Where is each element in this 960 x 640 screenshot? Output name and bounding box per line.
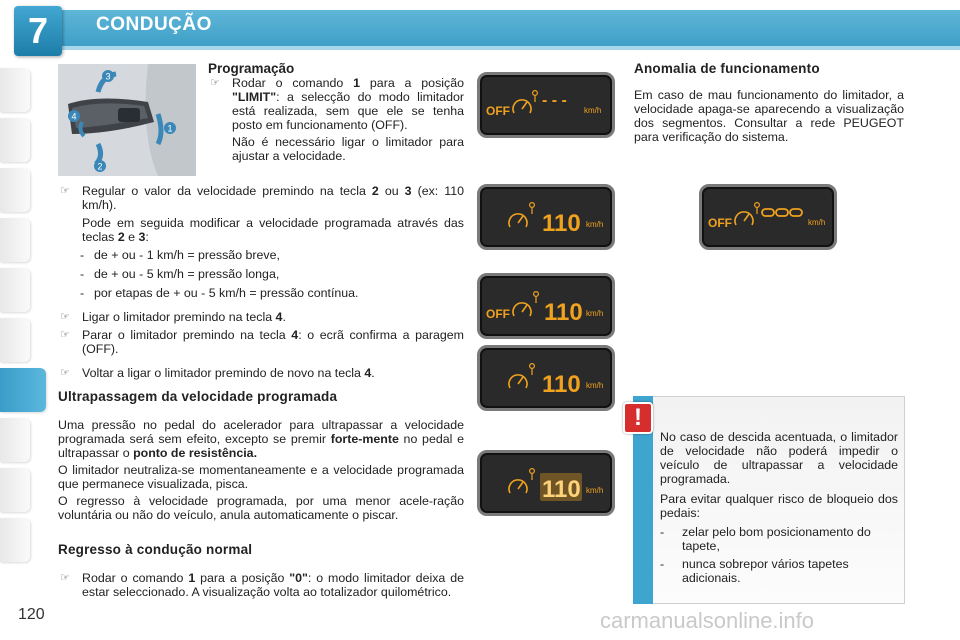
control-stalk-illustration — [58, 64, 196, 176]
display-off-label: OFF — [486, 307, 510, 321]
section-anomalia — [634, 62, 904, 147]
chapter-number: 7 — [14, 6, 62, 56]
voltar-bullet: ☞ Voltar a ligar o limitador premindo de novo na tecla 4. — [60, 366, 375, 380]
ultrapassagem-p2: O limitador neutraliza-se momentaneamente e a velocidade programada que permanece visualizada, pisca. — [58, 463, 464, 491]
warning-dash-item: - zelar pelo bom posicionamento do tapete, — [660, 525, 871, 553]
regresso-bullet: ☞ Rodar o comando 1 para a posição "0": o modo limitador deixa de estar seleccionado. A visualização volta ao totalizador quilométrico. — [60, 571, 464, 599]
display-off-dashes — [477, 72, 615, 138]
regular-dash-item: - de + ou - 5 km/h = pressão longa, — [80, 267, 280, 281]
bullet-icon: ☞ — [60, 367, 70, 379]
page-header — [0, 0, 960, 58]
programacao-note: Não é necessário ligar o limitador para ajustar a velocidade. — [232, 135, 464, 163]
regular-bullet: ☞ Regular o valor da velocidade premindo na tecla 2 ou 3 (ex: 110 km/h). — [60, 184, 465, 212]
bullet-icon: ☞ — [60, 572, 70, 584]
side-tab-6[interactable] — [0, 318, 30, 362]
display-unit: km/h — [586, 220, 604, 229]
display-off-110 — [477, 273, 615, 339]
side-tab-2[interactable] — [0, 118, 30, 162]
stalk-label-1: 1 — [167, 123, 173, 134]
warning-p2: Para evitar qualquer risco de bloqueio dos pedais: — [660, 492, 898, 520]
side-tab-4[interactable] — [0, 218, 30, 262]
display-speed: 110 — [542, 476, 581, 503]
ultrapassagem-p3: O regresso à velocidade programada, por uma menor acele-ração voluntária ou não do veículo, anula automaticamente o piscar. — [58, 494, 464, 522]
section-programacao — [208, 62, 464, 166]
warning-content — [660, 430, 898, 588]
display-speed-110-b — [477, 345, 615, 411]
display-unit: km/h — [586, 381, 604, 390]
speedometer-icon — [513, 303, 531, 316]
programacao-title: Programação — [208, 61, 295, 76]
anomalia-text: Em caso de mau funcionamento do limitador, a velocidade apaga-se aparecendo a visualização dos segmentos. Consultar a rede PEUGEOT para verificação do sistema. — [634, 88, 904, 144]
bullet-icon: ☞ — [210, 77, 220, 89]
display-off-segments — [699, 184, 837, 250]
speedometer-icon — [513, 100, 531, 113]
parar-bullet: ☞ Parar o limitador premindo na tecla 4: o ecrã confirma a paragem (OFF). — [60, 328, 464, 356]
bullet-icon: ☞ — [60, 185, 70, 197]
watermark-text: carmanualsonline.info — [600, 608, 815, 633]
speedometer-icon — [509, 214, 527, 227]
display-unit: km/h — [586, 309, 604, 318]
bullet-icon: ☞ — [60, 311, 70, 323]
regular-adjust-text: Pode em seguida modificar a velocidade programada através das teclas 2 e 3: — [82, 216, 464, 244]
display-speed: 110 — [542, 210, 581, 237]
side-tab-1[interactable] — [0, 68, 30, 112]
side-tab-active[interactable] — [0, 368, 46, 412]
side-tab-10[interactable] — [0, 518, 30, 562]
stalk-label-2: 2 — [97, 161, 103, 172]
side-tab-8[interactable] — [0, 418, 30, 462]
segment-indicators — [762, 209, 802, 216]
header-band-stripe — [60, 46, 960, 50]
regular-dash-item: - de + ou - 1 km/h = pressão breve, — [80, 248, 280, 262]
warning-exclamation-icon: ! — [623, 402, 653, 434]
page-number: 120 — [18, 606, 45, 623]
ligar-bullet: ☞ Ligar o limitador premindo na tecla 4. — [60, 310, 286, 324]
regresso-title: Regresso à condução normal — [58, 542, 253, 557]
section-regular — [58, 184, 464, 383]
bullet-icon: ☞ — [60, 329, 70, 341]
display-unit: km/h — [586, 486, 604, 495]
stalk-label-3: 3 — [105, 71, 111, 82]
anomalia-title: Anomalia de funcionamento — [634, 61, 820, 76]
side-tab-3[interactable] — [0, 168, 30, 212]
stalk-label-4: 4 — [71, 111, 77, 122]
warning-dash-item: - nunca sobrepor vários tapetes adicionais. — [660, 557, 849, 585]
regular-dash-item: - por etapas de + ou - 5 km/h = pressão contínua. — [80, 286, 359, 300]
side-tab-5[interactable] — [0, 268, 30, 312]
display-speed-110 — [477, 184, 615, 250]
display-speed-110-blinking — [477, 450, 615, 516]
display-dashes: - - - — [542, 92, 567, 109]
display-off-label: OFF — [486, 104, 510, 118]
display-unit: km/h — [808, 218, 826, 227]
speedometer-icon — [735, 212, 753, 225]
display-speed: 110 — [544, 299, 583, 326]
display-off-label: OFF — [708, 216, 732, 230]
section-ultrapassagem — [58, 390, 464, 525]
side-tab-9[interactable] — [0, 468, 30, 512]
display-speed: 110 — [542, 371, 581, 398]
warning-p1: No caso de descida acentuada, o limitador de velocidade não poderá impedir o veículo de ultrapassar a velocidade programada. — [660, 430, 898, 486]
ultrapassagem-p1: Uma pressão no pedal do acelerador para ultrapassar a velocidade programada será sem efeito, excepto se premir forte-mente no pedal e ultrapassar o ponto de resistência. — [58, 418, 464, 460]
chapter-title: CONDUÇÃO — [96, 14, 212, 35]
section-regresso — [58, 543, 464, 602]
display-unit: km/h — [584, 106, 602, 115]
programacao-bullet: ☞ Rodar o comando 1 para a posição "LIMIT": a selecção do modo limitador está realizada, sem que ele se tenha posto em funcionamento (OFF). — [210, 76, 464, 132]
ultrapassagem-title: Ultrapassagem da velocidade programada — [58, 389, 338, 404]
speedometer-icon — [509, 375, 527, 388]
speedometer-icon — [509, 480, 527, 493]
